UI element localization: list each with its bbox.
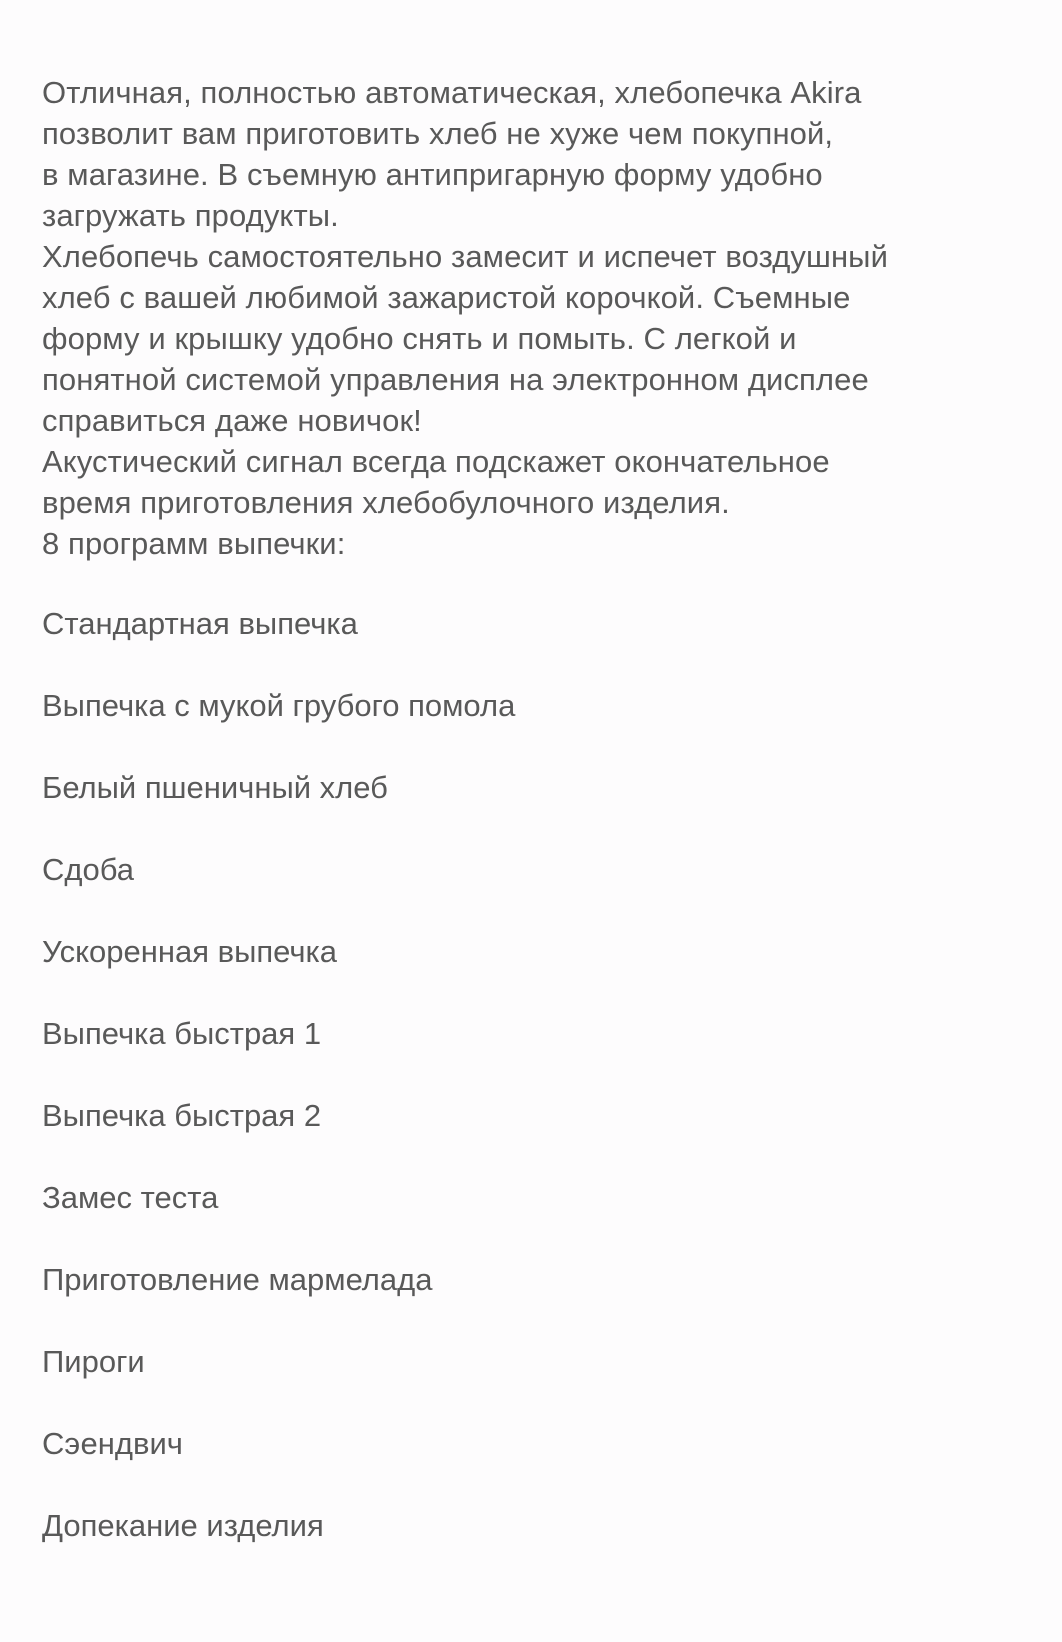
program-item: Выпечка быстрая 1 <box>42 1016 322 1051</box>
product-description <box>42 72 1022 564</box>
description-line: хлеб с вашей любимой зажаристой корочкой. Съемные <box>42 280 851 315</box>
program-item: Выпечка с мукой грубого помола <box>42 688 516 723</box>
description-line: позволит вам приготовить хлеб не хуже чем покупной, <box>42 116 834 151</box>
program-item: Допекание изделия <box>42 1508 324 1543</box>
program-item: Выпечка быстрая 2 <box>42 1098 322 1133</box>
description-line: Отличная, полностью автоматическая, хлебопечка Akira <box>42 75 862 110</box>
description-line: форму и крышку удобно снять и помыть. С легкой и <box>42 321 797 356</box>
description-line: справиться даже новичок! <box>42 403 422 438</box>
description-line: в магазине. В съемную антипригарную форму удобно <box>42 157 823 192</box>
description-line: время приготовления хлебобулочного изделия. <box>42 485 730 520</box>
programs-heading: 8 программ выпечки: <box>42 526 346 561</box>
program-item: Приготовление мармелада <box>42 1262 433 1297</box>
description-line: загружать продукты. <box>42 198 339 233</box>
description-line: Акустический сигнал всегда подскажет окончательное <box>42 444 830 479</box>
program-item: Замес теста <box>42 1180 219 1215</box>
program-item: Белый пшеничный хлеб <box>42 770 388 805</box>
program-item: Ускоренная выпечка <box>42 934 338 969</box>
description-line: понятной системой управления на электронном дисплее <box>42 362 869 397</box>
program-item: Сэендвич <box>42 1426 183 1461</box>
program-item: Сдоба <box>42 852 135 887</box>
programs-list <box>42 603 515 1587</box>
program-item: Стандартная выпечка <box>42 606 358 641</box>
program-item: Пироги <box>42 1344 145 1379</box>
description-line: Хлебопечь самостоятельно замесит и испечет воздушный <box>42 239 888 274</box>
